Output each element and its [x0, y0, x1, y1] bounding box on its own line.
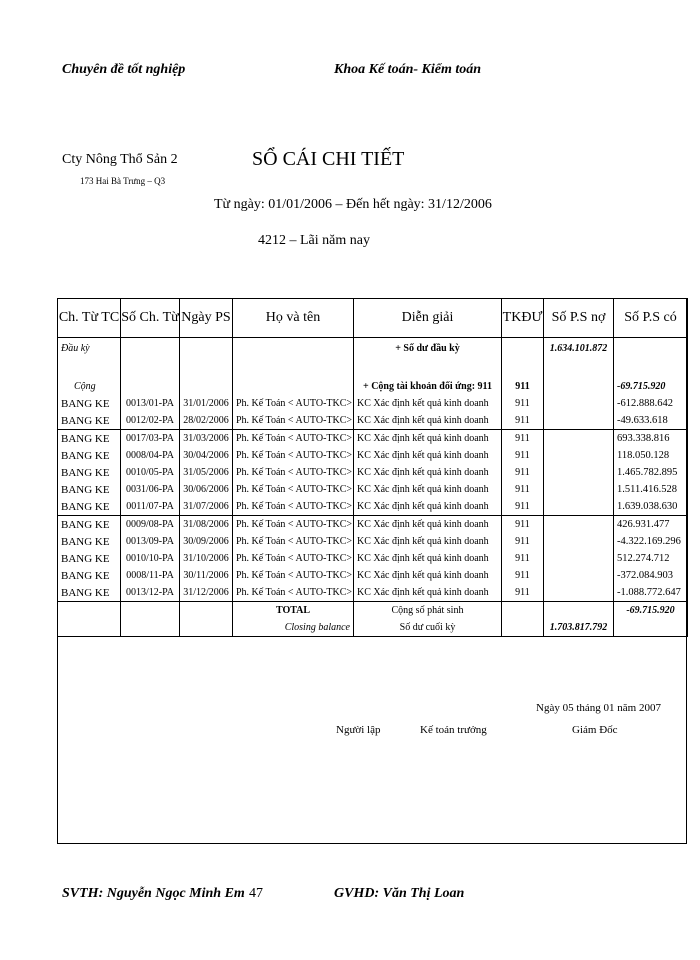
- closing-label: Closing balance: [233, 619, 354, 637]
- cell-description: KC Xác định kết quả kinh doanh: [354, 395, 502, 412]
- cell-voucher-type: BANG KE: [58, 516, 121, 534]
- cell-name: Ph. Kế Toán < AUTO-TKC>: [233, 481, 354, 498]
- col-header-date: Ngày PS: [180, 299, 233, 338]
- ledger-entry-row: [58, 464, 688, 481]
- subtotal-account: 911: [502, 378, 544, 395]
- company-name: Cty Nông Thổ Sản 2: [62, 152, 178, 167]
- cell-credit: 693.338.816: [614, 430, 688, 448]
- cell-voucher-type: BANG KE: [58, 533, 121, 550]
- total-description: Cộng số phát sinh: [354, 602, 502, 620]
- cell-date: 31/10/2006: [180, 550, 233, 567]
- ledger-table: [57, 298, 688, 637]
- cell-voucher-type: BANG KE: [58, 567, 121, 584]
- cell-credit: 1.639.038.630: [614, 498, 688, 516]
- cell-voucher-no: 0017/03-PA: [121, 430, 180, 448]
- cell-description: KC Xác định kết quả kinh doanh: [354, 533, 502, 550]
- cell-name: Ph. Kế Toán < AUTO-TKC>: [233, 584, 354, 602]
- cell-credit: 426.931.477: [614, 516, 688, 534]
- subtotal-credit: -69.715.920: [614, 378, 688, 395]
- cell-date: 28/02/2006: [180, 412, 233, 430]
- cell-contra-account: 911: [502, 516, 544, 534]
- total-label: TOTAL: [233, 602, 354, 620]
- ledger-entry-row: [58, 430, 688, 448]
- subtotal-description: + Cộng tài khoản đối ứng: 911: [354, 378, 502, 395]
- ledger-entry-row: [58, 447, 688, 464]
- cell-credit: -4.322.169.296: [614, 533, 688, 550]
- total-row: [58, 602, 688, 620]
- cell-voucher-no: 0031/06-PA: [121, 481, 180, 498]
- cell-debit: [544, 412, 614, 430]
- report-account: 4212 – Lãi năm nay: [258, 233, 370, 248]
- ledger-entry-row: [58, 412, 688, 430]
- cell-voucher-no: 0013/01-PA: [121, 395, 180, 412]
- cell-debit: [544, 464, 614, 481]
- closing-debit: 1.703.817.792: [544, 619, 614, 637]
- ledger-entry-row: [58, 567, 688, 584]
- cell-name: Ph. Kế Toán < AUTO-TKC>: [233, 447, 354, 464]
- cell-description: KC Xác định kết quả kinh doanh: [354, 412, 502, 430]
- report-title: SỔ CÁI CHI TIẾT: [252, 148, 405, 170]
- cell-debit: [544, 447, 614, 464]
- cell-debit: [544, 516, 614, 534]
- cell-contra-account: 911: [502, 584, 544, 602]
- cell-contra-account: 911: [502, 533, 544, 550]
- cell-name: Ph. Kế Toán < AUTO-TKC>: [233, 498, 354, 516]
- cell-voucher-type: BANG KE: [58, 550, 121, 567]
- closing-description: Số dư cuối kỳ: [354, 619, 502, 637]
- ledger-entry-row: [58, 498, 688, 516]
- cell-voucher-no: 0008/04-PA: [121, 447, 180, 464]
- cell-debit: [544, 498, 614, 516]
- cell-name: Ph. Kế Toán < AUTO-TKC>: [233, 430, 354, 448]
- cell-voucher-type: BANG KE: [58, 395, 121, 412]
- cell-voucher-no: 0012/02-PA: [121, 412, 180, 430]
- cell-credit: 118.050.128: [614, 447, 688, 464]
- signature-preparer: Người lập: [336, 724, 381, 736]
- cell-voucher-type: BANG KE: [58, 481, 121, 498]
- col-header-description: Diễn giải: [354, 299, 502, 338]
- cell-debit: [544, 584, 614, 602]
- opening-debit: 1.634.101.872: [544, 338, 614, 359]
- cell-contra-account: 911: [502, 395, 544, 412]
- signature-director: Giám Đốc: [572, 724, 618, 736]
- cell-voucher-no: 0013/12-PA: [121, 584, 180, 602]
- cell-contra-account: 911: [502, 430, 544, 448]
- cell-contra-account: 911: [502, 447, 544, 464]
- cell-voucher-no: 0011/07-PA: [121, 498, 180, 516]
- cell-date: 31/12/2006: [180, 584, 233, 602]
- cell-name: Ph. Kế Toán < AUTO-TKC>: [233, 464, 354, 481]
- cell-contra-account: 911: [502, 412, 544, 430]
- cell-credit: 1.511.416.528: [614, 481, 688, 498]
- col-header-voucher-type: Ch. Từ TC: [58, 299, 121, 338]
- cell-debit: [544, 481, 614, 498]
- cell-contra-account: 911: [502, 550, 544, 567]
- subtotal-row: [58, 378, 688, 395]
- cell-name: Ph. Kế Toán < AUTO-TKC>: [233, 516, 354, 534]
- cell-voucher-type: BANG KE: [58, 430, 121, 448]
- ledger-entry-row: [58, 395, 688, 412]
- signature-chief-accountant: Kế toán trưởng: [420, 724, 487, 736]
- cell-name: Ph. Kế Toán < AUTO-TKC>: [233, 567, 354, 584]
- subtotal-label: Cộng: [58, 378, 121, 395]
- cell-description: KC Xác định kết quả kinh doanh: [354, 516, 502, 534]
- ledger-entry-row: [58, 533, 688, 550]
- cell-debit: [544, 395, 614, 412]
- cell-credit: -372.084.903: [614, 567, 688, 584]
- cell-voucher-no: 0013/09-PA: [121, 533, 180, 550]
- cell-date: 31/05/2006: [180, 464, 233, 481]
- cell-date: 31/07/2006: [180, 498, 233, 516]
- report-date-range: Từ ngày: 01/01/2006 – Đến hết ngày: 31/12/2006: [214, 197, 492, 212]
- cell-description: KC Xác định kết quả kinh doanh: [354, 447, 502, 464]
- header-right: Khoa Kế toán- Kiểm toán: [334, 62, 482, 77]
- spacer-row: [58, 358, 688, 378]
- cell-voucher-no: 0008/11-PA: [121, 567, 180, 584]
- company-address: 173 Hai Bà Trưng – Q3: [80, 176, 166, 186]
- cell-date: 30/04/2006: [180, 447, 233, 464]
- cell-description: KC Xác định kết quả kinh doanh: [354, 584, 502, 602]
- ledger-entry-row: [58, 481, 688, 498]
- cell-credit: -49.633.618: [614, 412, 688, 430]
- cell-description: KC Xác định kết quả kinh doanh: [354, 498, 502, 516]
- cell-description: KC Xác định kết quả kinh doanh: [354, 567, 502, 584]
- col-header-credit: Số P.S có: [614, 299, 688, 338]
- cell-description: KC Xác định kết quả kinh doanh: [354, 550, 502, 567]
- cell-description: KC Xác định kết quả kinh doanh: [354, 430, 502, 448]
- opening-label: Đầu kỳ: [58, 338, 121, 359]
- cell-date: 30/09/2006: [180, 533, 233, 550]
- footer-student: SVTH: Nguyễn Ngọc Minh Em: [62, 886, 245, 901]
- cell-date: 30/11/2006: [180, 567, 233, 584]
- opening-description: + Số dư đầu kỳ: [354, 338, 502, 359]
- ledger-header-row: [58, 299, 688, 338]
- cell-name: Ph. Kế Toán < AUTO-TKC>: [233, 395, 354, 412]
- footer-page-number: 47: [249, 886, 263, 901]
- cell-voucher-type: BANG KE: [58, 412, 121, 430]
- cell-voucher-no: 0010/05-PA: [121, 464, 180, 481]
- cell-contra-account: 911: [502, 464, 544, 481]
- col-header-contra-account: TKĐƯ: [502, 299, 544, 338]
- closing-row: [58, 619, 688, 637]
- cell-contra-account: 911: [502, 567, 544, 584]
- cell-date: 31/03/2006: [180, 430, 233, 448]
- cell-debit: [544, 533, 614, 550]
- cell-voucher-type: BANG KE: [58, 447, 121, 464]
- cell-contra-account: 911: [502, 481, 544, 498]
- cell-voucher-type: BANG KE: [58, 584, 121, 602]
- cell-description: KC Xác định kết quả kinh doanh: [354, 481, 502, 498]
- cell-credit: 1.465.782.895: [614, 464, 688, 481]
- cell-contra-account: 911: [502, 498, 544, 516]
- ledger-entry-row: [58, 516, 688, 534]
- cell-voucher-no: 0010/10-PA: [121, 550, 180, 567]
- cell-credit: 512.274.712: [614, 550, 688, 567]
- cell-name: Ph. Kế Toán < AUTO-TKC>: [233, 533, 354, 550]
- footer-advisor: GVHD: Văn Thị Loan: [334, 886, 465, 901]
- cell-date: 30/06/2006: [180, 481, 233, 498]
- cell-voucher-type: BANG KE: [58, 464, 121, 481]
- cell-name: Ph. Kế Toán < AUTO-TKC>: [233, 412, 354, 430]
- signature-date: Ngày 05 tháng 01 năm 2007: [536, 702, 661, 714]
- col-header-debit: Số P.S nợ: [544, 299, 614, 338]
- cell-name: Ph. Kế Toán < AUTO-TKC>: [233, 550, 354, 567]
- cell-debit: [544, 567, 614, 584]
- header-left: Chuyên đề tốt nghiệp: [62, 62, 186, 77]
- cell-debit: [544, 430, 614, 448]
- total-credit: -69.715.920: [614, 602, 688, 620]
- cell-date: 31/08/2006: [180, 516, 233, 534]
- cell-description: KC Xác định kết quả kinh doanh: [354, 464, 502, 481]
- cell-date: 31/01/2006: [180, 395, 233, 412]
- ledger-entry-row: [58, 584, 688, 602]
- opening-row: [58, 338, 688, 359]
- col-header-name: Họ và tên: [233, 299, 354, 338]
- col-header-voucher-no: Số Ch. Từ: [121, 299, 180, 338]
- cell-voucher-type: BANG KE: [58, 498, 121, 516]
- cell-credit: -1.088.772.647: [614, 584, 688, 602]
- cell-debit: [544, 550, 614, 567]
- cell-credit: -612.888.642: [614, 395, 688, 412]
- cell-voucher-no: 0009/08-PA: [121, 516, 180, 534]
- ledger-entry-row: [58, 550, 688, 567]
